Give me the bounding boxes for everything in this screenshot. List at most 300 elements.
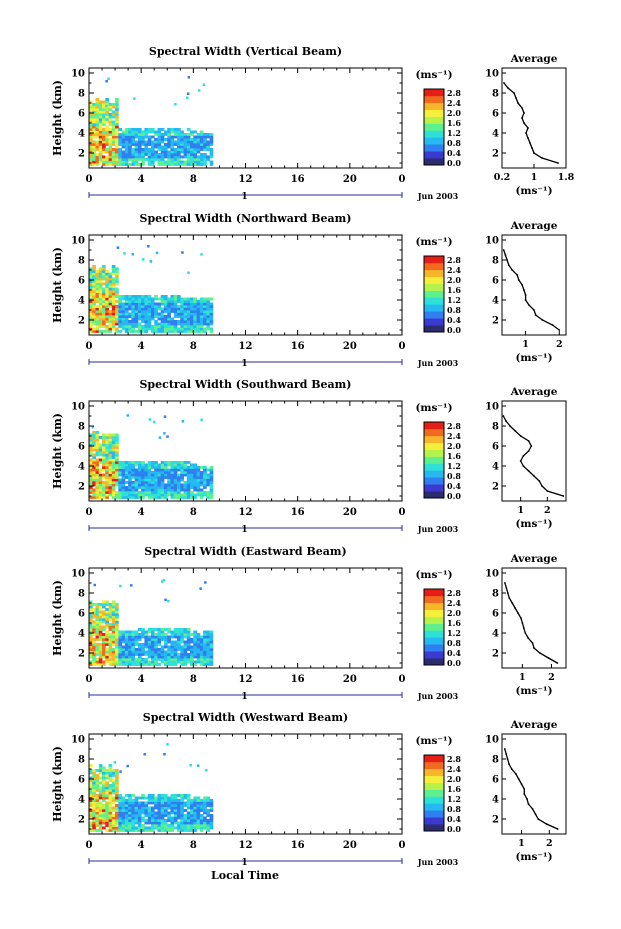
heatmap-cell — [115, 328, 119, 331]
heatmap-cell — [122, 315, 126, 318]
heatmap-cell — [177, 136, 181, 139]
heatmap-cell — [115, 315, 119, 318]
heatmap-cell — [177, 143, 181, 146]
heatmap-cell — [89, 479, 93, 482]
heatmap-cell — [177, 484, 181, 487]
heatmap-cell — [115, 161, 119, 164]
heatmap-cell — [141, 804, 145, 807]
y-axis-label: Height (km) — [51, 80, 64, 156]
heatmap-cell — [115, 797, 119, 800]
heatmap-cell — [92, 308, 96, 311]
heatmap-cell — [148, 163, 152, 166]
heatmap-cell — [109, 320, 113, 323]
heatmap-cell — [112, 446, 116, 449]
heatmap-cell — [151, 328, 155, 331]
heatmap-cell — [115, 494, 119, 497]
average-profile-point — [533, 475, 535, 477]
heatmap-cell — [122, 303, 126, 306]
heatmap-cell — [174, 103, 177, 106]
heatmap-cell — [102, 293, 106, 296]
heatmap-cell — [206, 814, 210, 817]
heatmap-cell — [115, 769, 119, 772]
heatmap-cell — [174, 489, 178, 492]
heatmap-cell — [144, 303, 148, 306]
heatmap-cell — [151, 797, 155, 800]
heatmap-cell — [112, 784, 116, 787]
heatmap-cell — [109, 288, 113, 291]
heatmap-cell — [154, 464, 158, 467]
heatmap-cell — [96, 469, 100, 472]
heatmap-cell — [96, 163, 100, 166]
heatmap-cell — [206, 474, 210, 477]
heatmap-cell — [197, 318, 201, 321]
heatmap-cell — [89, 638, 93, 641]
heatmap-cell — [102, 116, 106, 119]
heatmap-cell — [112, 325, 116, 328]
heatmap-cell — [125, 303, 129, 306]
heatmap-cell — [105, 126, 109, 129]
heatmap-cell — [112, 313, 116, 316]
average-frame — [502, 235, 566, 335]
heatmap-cell — [102, 308, 106, 311]
heatmap-cell — [187, 661, 191, 664]
heatmap-cell — [148, 131, 152, 134]
heatmap-cell — [138, 628, 142, 631]
heatmap-cell — [180, 496, 184, 499]
heatmap-cell — [135, 153, 139, 156]
heatmap-cell — [180, 631, 184, 634]
heatmap-cell — [115, 613, 119, 616]
heatmap-cell — [138, 636, 142, 639]
heatmap-cell — [115, 288, 119, 291]
avg-y-tick-label: 8 — [492, 754, 499, 766]
heatmap-cell — [144, 323, 148, 326]
heatmap-cell — [138, 133, 142, 136]
heatmap-cell — [187, 158, 191, 161]
heatmap-cell — [190, 812, 194, 815]
heatmap-cell — [89, 794, 93, 797]
heatmap-cell — [105, 603, 109, 606]
heatmap-cell — [187, 325, 191, 328]
panel-1 — [51, 212, 566, 369]
colorbar-segment — [424, 89, 444, 96]
heatmap-cell — [157, 298, 161, 301]
heatmap-cell — [105, 479, 109, 482]
heatmap-cell — [105, 80, 108, 83]
heatmap-cell — [154, 143, 158, 146]
heatmap-cell — [122, 151, 126, 154]
heatmap-cell — [144, 653, 148, 656]
heatmap-cell — [131, 651, 135, 654]
heatmap-cell — [141, 474, 145, 477]
heatmap-cell — [141, 153, 145, 156]
heatmap-cell — [122, 804, 126, 807]
heatmap-cell — [154, 827, 158, 830]
heatmap-cell — [197, 809, 201, 812]
heatmap-cell — [141, 151, 145, 154]
heatmap-cell — [148, 138, 152, 141]
heatmap-cell — [203, 807, 207, 810]
heatmap-cell — [118, 494, 122, 497]
heatmap-cell — [135, 496, 139, 499]
heatmap-cell — [122, 295, 126, 298]
heatmap-cell — [115, 275, 119, 278]
heatmap-cell — [92, 809, 96, 812]
heatmap-cell — [102, 628, 106, 631]
y-tick-label: 8 — [78, 588, 85, 600]
heatmap-cell — [99, 446, 103, 449]
heatmap-cell — [174, 656, 178, 659]
heatmap-cell — [167, 600, 170, 603]
heatmap-cell — [109, 794, 113, 797]
heatmap-cell — [180, 651, 184, 654]
heatmap-cell — [141, 658, 145, 661]
heatmap-cell — [174, 313, 178, 316]
heatmap-cell — [99, 273, 103, 276]
x-tick-label: 0 — [398, 174, 406, 185]
heatmap-cell — [112, 126, 116, 129]
heatmap-cell — [167, 133, 171, 136]
heatmap-cell — [109, 441, 113, 444]
heatmap-cell — [187, 648, 191, 651]
average-profile-point — [525, 299, 527, 301]
heatmap-cell — [164, 807, 168, 810]
heatmap-cell — [99, 298, 103, 301]
heatmap-cell — [203, 481, 207, 484]
heatmap-cell — [167, 641, 171, 644]
heatmap-cell — [167, 469, 171, 472]
heatmap-cell — [102, 313, 106, 316]
heatmap-cell — [157, 807, 161, 810]
heatmap-cell — [157, 641, 161, 644]
heatmap-cell — [167, 308, 171, 311]
heatmap-cell — [167, 461, 171, 464]
heatmap-cell — [109, 491, 113, 494]
heatmap-cell — [187, 633, 191, 636]
heatmap-cell — [206, 819, 210, 822]
heatmap-cell — [177, 656, 181, 659]
heatmap-cell — [141, 661, 145, 664]
heatmap-cell — [109, 471, 113, 474]
colorbar-segment — [424, 103, 444, 110]
heatmap-cell — [157, 636, 161, 639]
heatmap-cell — [125, 631, 129, 634]
heatmap-cell — [148, 494, 152, 497]
heatmap-cell — [96, 633, 100, 636]
heatmap-cell — [177, 827, 181, 830]
heatmap-cell — [115, 784, 119, 787]
heatmap-cell — [203, 156, 207, 159]
heatmap-cell — [109, 295, 113, 298]
heatmap-cell — [92, 146, 96, 149]
heatmap-cell — [105, 787, 109, 790]
heatmap-cell — [200, 494, 204, 497]
heatmap-cell — [184, 136, 188, 139]
heatmap-cell — [151, 829, 155, 832]
heatmap-cell — [122, 133, 126, 136]
heatmap-cell — [164, 804, 168, 807]
heatmap-cell — [193, 829, 197, 832]
heatmap-cell — [92, 128, 96, 131]
heatmap-cell — [115, 108, 119, 111]
heatmap-cell — [154, 305, 158, 308]
heatmap-cell — [89, 772, 93, 775]
heatmap-cell — [206, 156, 210, 159]
heatmap-cell — [161, 628, 165, 631]
heatmap-cell — [128, 313, 132, 316]
heatmap-cell — [105, 158, 109, 161]
heatmap-cell — [203, 313, 207, 316]
heatmap-cell — [164, 653, 168, 656]
heatmap-cell — [115, 804, 119, 807]
heatmap-cell — [96, 136, 100, 139]
heatmap-cell — [115, 633, 119, 636]
heatmap-cell — [164, 476, 168, 479]
heatmap-cell — [102, 777, 106, 780]
heatmap-cell — [135, 486, 139, 489]
heatmap-cell — [206, 313, 210, 316]
heatmap-cell — [115, 661, 119, 664]
heatmap-cell — [161, 151, 165, 154]
heatmap-cell — [161, 794, 165, 797]
heatmap-cell — [92, 804, 96, 807]
heatmap-cell — [167, 479, 171, 482]
heatmap-cell — [144, 814, 148, 817]
heatmap-cell — [102, 616, 106, 619]
heatmap-cell — [171, 151, 175, 154]
heatmap-cell — [109, 118, 113, 121]
heatmap-cell — [99, 290, 103, 293]
heatmap-cell — [154, 138, 158, 141]
average-profile-point — [509, 425, 511, 427]
heatmap-cell — [112, 799, 116, 802]
heatmap-cell — [174, 158, 178, 161]
heatmap-cell — [148, 464, 152, 467]
heatmap-cell — [102, 265, 106, 268]
heatmap-cell — [109, 792, 113, 795]
heatmap-cell — [102, 143, 106, 146]
heatmap-cell — [154, 146, 158, 149]
heatmap-cell — [109, 278, 113, 281]
average-title: Average — [510, 719, 558, 731]
heatmap-cell — [102, 469, 106, 472]
heatmap-cell — [135, 648, 139, 651]
heatmap-cell — [148, 310, 152, 313]
heatmap-cell — [197, 156, 201, 159]
heatmap-cell — [102, 325, 106, 328]
heatmap-cell — [157, 648, 161, 651]
heatmap-cell — [112, 658, 116, 661]
heatmap-cell — [102, 273, 106, 276]
heatmap-cell — [138, 646, 142, 649]
heatmap-cell — [125, 491, 129, 494]
heatmap-cell — [96, 479, 100, 482]
x-tick-label: 0 — [398, 507, 406, 518]
heatmap-cell — [190, 648, 194, 651]
heatmap-cell — [187, 330, 191, 333]
heatmap-cell — [144, 318, 148, 321]
heatmap-cell — [138, 658, 142, 661]
heatmap-cell — [115, 133, 119, 136]
heatmap-cell — [154, 325, 158, 328]
heatmap-cell — [128, 151, 132, 154]
heatmap-cell — [115, 809, 119, 812]
heatmap-cell — [112, 656, 116, 659]
colorbar-tick-label: 2.0 — [447, 441, 461, 451]
heatmap-cell — [200, 148, 204, 151]
heatmap-cell — [128, 799, 132, 802]
heatmap-cell — [184, 631, 188, 634]
average-profile-point — [537, 818, 539, 820]
heatmap-cell — [161, 163, 165, 166]
heatmap-cell — [187, 643, 191, 646]
colorbar-segment — [424, 270, 444, 277]
heatmap-cell — [138, 651, 142, 654]
heatmap-cell — [164, 464, 168, 467]
heatmap-cell — [141, 653, 145, 656]
heatmap-cell — [197, 656, 201, 659]
heatmap-cell — [109, 618, 113, 621]
heatmap-cell — [203, 651, 207, 654]
heatmap-cell — [102, 603, 106, 606]
heatmap-cell — [115, 636, 119, 639]
heatmap-cell — [115, 611, 119, 614]
heatmap-cell — [122, 156, 126, 159]
average-profile-point — [511, 602, 513, 604]
heatmap-cell — [203, 143, 207, 146]
heatmap-cell — [171, 822, 175, 825]
heatmap-cell — [112, 464, 116, 467]
average-profile-point — [516, 274, 518, 276]
heatmap-cell — [102, 613, 106, 616]
heatmap-cell — [206, 310, 210, 313]
heatmap-cell — [144, 128, 148, 131]
heatmap-cell — [96, 101, 100, 104]
heatmap-cell — [105, 441, 109, 444]
heatmap-cell — [157, 471, 161, 474]
heatmap-cell — [112, 123, 116, 126]
heatmap-cell — [193, 464, 197, 467]
heatmap-cell — [177, 305, 181, 308]
heatmap-cell — [148, 496, 152, 499]
heatmap-cell — [203, 83, 206, 86]
heatmap-cell — [174, 471, 178, 474]
heatmap-cell — [125, 824, 129, 827]
heatmap-cell — [210, 151, 214, 154]
heatmap-cell — [141, 802, 145, 805]
heatmap-cell — [197, 308, 201, 311]
heatmap-cell — [105, 308, 109, 311]
heatmap-cell — [109, 315, 113, 318]
heatmap-cell — [161, 829, 165, 832]
heatmap-cell — [167, 323, 171, 326]
heatmap-cell — [128, 138, 132, 141]
heatmap-cell — [99, 486, 103, 489]
heatmap-cell — [128, 633, 132, 636]
heatmap-cell — [161, 484, 165, 487]
heatmap-cell — [200, 824, 204, 827]
heatmap-cell — [200, 303, 204, 306]
heatmap-cell — [138, 295, 142, 298]
heatmap-cell — [118, 638, 122, 641]
heatmap-cell — [128, 300, 132, 303]
heatmap-cell — [105, 330, 109, 333]
heatmap-cell — [180, 141, 184, 144]
heatmap-cell — [112, 161, 116, 164]
heatmap-cell — [193, 131, 197, 134]
heatmap-cell — [210, 804, 214, 807]
heatmap-cell — [141, 308, 145, 311]
heatmap-cell — [115, 827, 119, 830]
heatmap-cell — [115, 456, 119, 459]
heatmap-cell — [115, 295, 119, 298]
heatmap-cell — [92, 656, 96, 659]
colorbar-segment — [424, 110, 444, 117]
heatmap-cell — [128, 489, 132, 492]
heatmap-cell — [92, 158, 96, 161]
heatmap-cell — [112, 128, 116, 131]
heatmap-cell — [141, 295, 145, 298]
heatmap-cell — [135, 143, 139, 146]
heatmap-cell — [109, 293, 113, 296]
heatmap-cell — [96, 474, 100, 477]
heatmap-cell — [174, 827, 178, 830]
heatmap-cell — [112, 295, 116, 298]
heatmap-cell — [171, 308, 175, 311]
heatmap-cell — [89, 784, 93, 787]
heatmap-cell — [184, 464, 188, 467]
heatmap-cell — [99, 308, 103, 311]
colorbar-segment — [424, 624, 444, 631]
heatmap-cell — [210, 486, 214, 489]
heatmap-cell — [190, 318, 194, 321]
heatmap-cell — [200, 308, 204, 311]
heatmap-cell — [92, 315, 96, 318]
heatmap-cell — [115, 794, 119, 797]
heatmap-cell — [200, 641, 204, 644]
heatmap-cell — [197, 479, 201, 482]
heatmap-cell — [193, 661, 197, 664]
heatmap-cell — [190, 141, 194, 144]
heatmap-cell — [141, 812, 145, 815]
heatmap-cell — [112, 606, 116, 609]
heatmap-cell — [125, 489, 129, 492]
heatmap-cell — [197, 138, 201, 141]
heatmap-cell — [180, 484, 184, 487]
heatmap-cell — [141, 143, 145, 146]
heatmap-cell — [197, 141, 201, 144]
heatmap-cell — [109, 476, 113, 479]
heatmap-cell — [96, 298, 100, 301]
heatmap-cell — [92, 626, 96, 629]
heatmap-cell — [105, 481, 109, 484]
heatmap-cell — [203, 310, 207, 313]
heatmap-cell — [166, 435, 169, 438]
heatmap-cell — [157, 628, 161, 631]
heatmap-cell — [99, 293, 103, 296]
heatmap-cell — [180, 303, 184, 306]
heatmap-cell — [174, 476, 178, 479]
heatmap-cell — [171, 464, 175, 467]
average-profile-point — [507, 87, 509, 89]
heatmap-cell — [184, 646, 188, 649]
heatmap-cell — [180, 330, 184, 333]
heatmap-cell — [99, 623, 103, 626]
heatmap-cell — [135, 315, 139, 318]
heatmap-cell — [102, 779, 106, 782]
heatmap-cell — [180, 325, 184, 328]
heatmap-cell — [154, 646, 158, 649]
